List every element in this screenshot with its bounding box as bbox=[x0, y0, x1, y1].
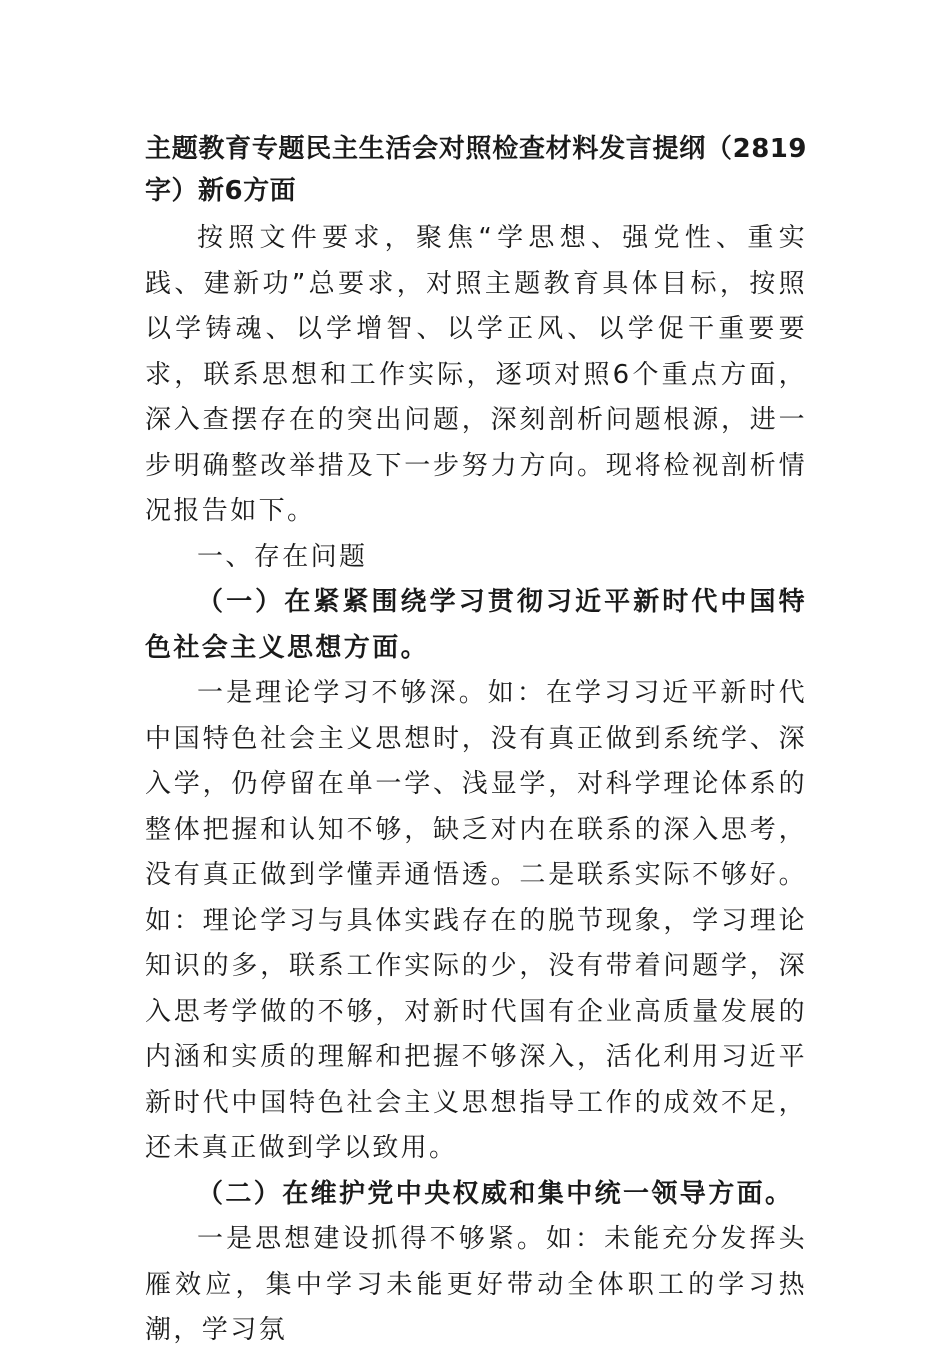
document-page bbox=[145, 128, 807, 1354]
subsection-body-1: 一是理论学习不够深。如：在学习习近平新时代中国特色社会主义思想时，没有真正做到系统学、深入学，仍停留在单一学、浅显学，对科学理论体系的整体把握和认知不够，缺乏对内在联系的深入思考，没有真正做到学懂弄通悟透。二是联系实际不够好。如：理论学习与具体实践存在的脱节现象，学习理论知识的多，联系工作实际的少，没有带着问题学，深入思考学做的不够，对新时代国有企业高质量发展的内涵和实质的理解和把握不够深入，活化利用习近平新时代中国特色社会主义思想指导工作的成效不足，还未真正做到学以致用。 bbox=[145, 678, 807, 1163]
subsection-heading-1: （一）在紧紧围绕学习贯彻习近平新时代中国特色社会主义思想方面。 bbox=[145, 587, 807, 663]
subsection-body-2: 一是思想建设抓得不够紧。如：未能充分发挥头雁效应，集中学习未能更好带动全体职工的学习热潮，学习氛 bbox=[145, 1224, 807, 1345]
intro-paragraph: 按照文件要求，聚焦“学思想、强党性、重实践、建新功”总要求，对照主题教育具体目标，按照以学铸魂、以学增智、以学正风、以学促干重要要求，联系思想和工作实际，逐项对照6个重点方面，深入查摆存在的突出问题，深刻剖析问题根源，进一步明确整改举措及下一步努力方向。现将检视剖析情况报告如下。 bbox=[145, 223, 807, 526]
subsection-heading-2: （二）在维护党中央权威和集中统一领导方面。 bbox=[197, 1178, 794, 1209]
document-title: 主题教育专题民主生活会对照检查材料发言提纲（2819字）新6方面 bbox=[145, 134, 807, 206]
section-heading-problems: 一、存在问题 bbox=[197, 541, 368, 572]
